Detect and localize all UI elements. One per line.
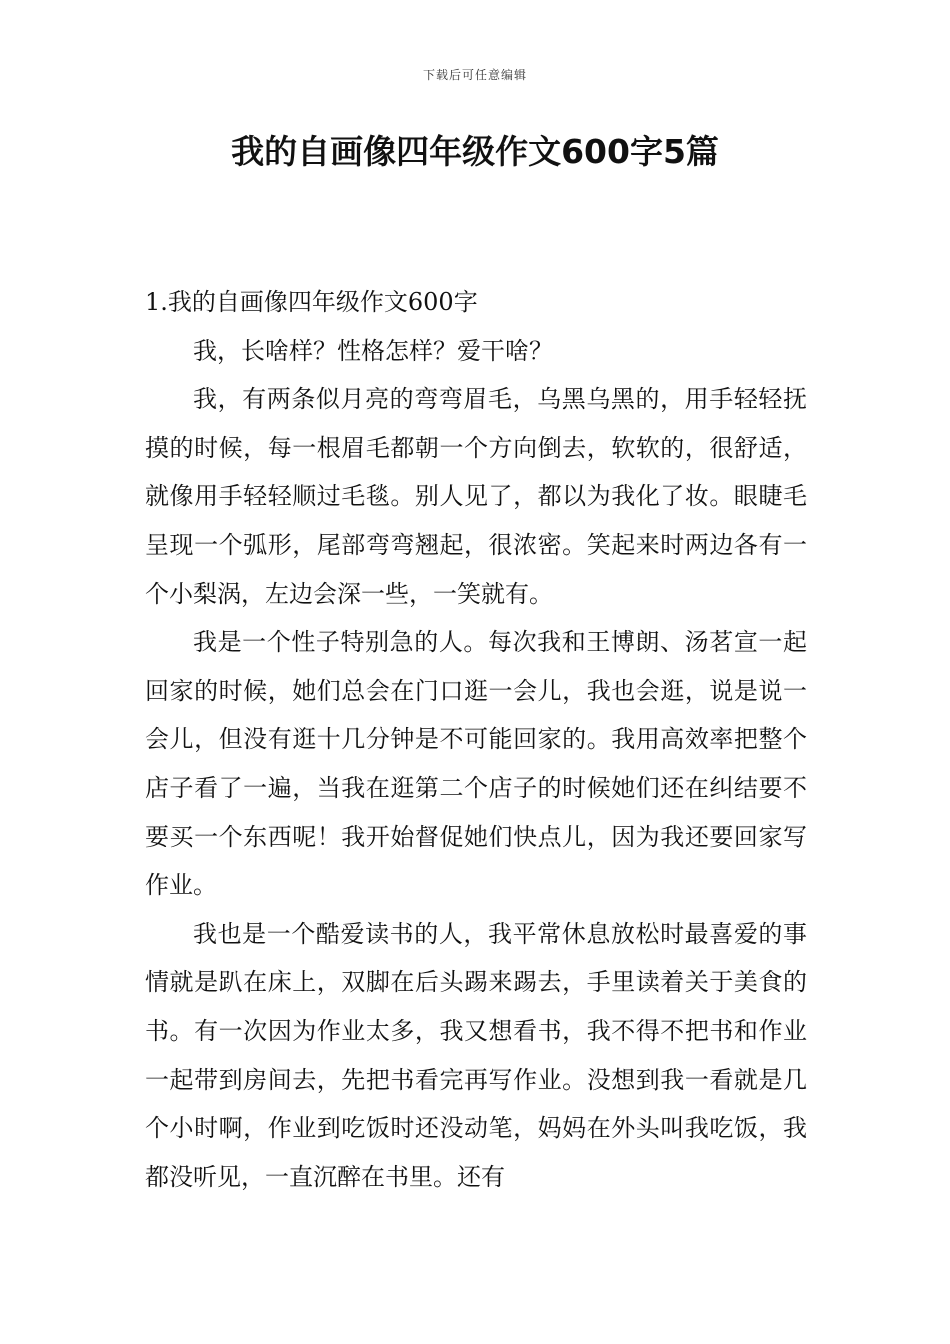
header-note: 下载后可任意编辑 — [422, 68, 527, 82]
paragraph-personality: 我是一个性子特别急的人。每次我和王博朗、汤茗宣一起回家的时候，她们总会在门口逛一会儿，我也会逛，说是说一会儿，但没有逛十几分钟是不可能回家的。我用高效率把整个店子看了一遍，当我在逛第二个店子的时候她们还在纠结要不要买一个东西呢！我开始督促她们快点儿，因为我还要回家写作业。 — [145, 628, 807, 900]
document-title: 我的自画像四年级作文600字5篇 — [231, 132, 719, 171]
document-body — [145, 278, 807, 1201]
paragraph-appearance: 我，有两条似月亮的弯弯眉毛，乌黑乌黑的，用手轻轻抚摸的时候，每一根眉毛都朝一个方向倒去，软软的，很舒适，就像用手轻轻顺过毛毯。别人见了，都以为我化了妆。眼睫毛呈现一个弧形，尾部弯弯翘起，很浓密。笑起来时两边各有一个小梨涡，左边会深一些，一笑就有。 — [145, 385, 807, 608]
paragraph-reading: 我也是一个酷爱读书的人，我平常休息放松时最喜爱的事情就是趴在床上，双脚在后头踢来踢去，手里读着关于美食的书。有一次因为作业太多，我又想看书，我不得不把书和作业一起带到房间去，先把书看完再写作业。没想到我一看就是几个小时啊，作业到吃饭时还没动笔，妈妈在外头叫我吃饭，我都没听见，一直沉醉在书里。还有 — [145, 919, 807, 1191]
paragraph-intro: 我，长啥样？性格怎样？爱干啥？ — [193, 336, 553, 365]
section-heading: 1.我的自画像四年级作文600字 — [145, 288, 478, 316]
